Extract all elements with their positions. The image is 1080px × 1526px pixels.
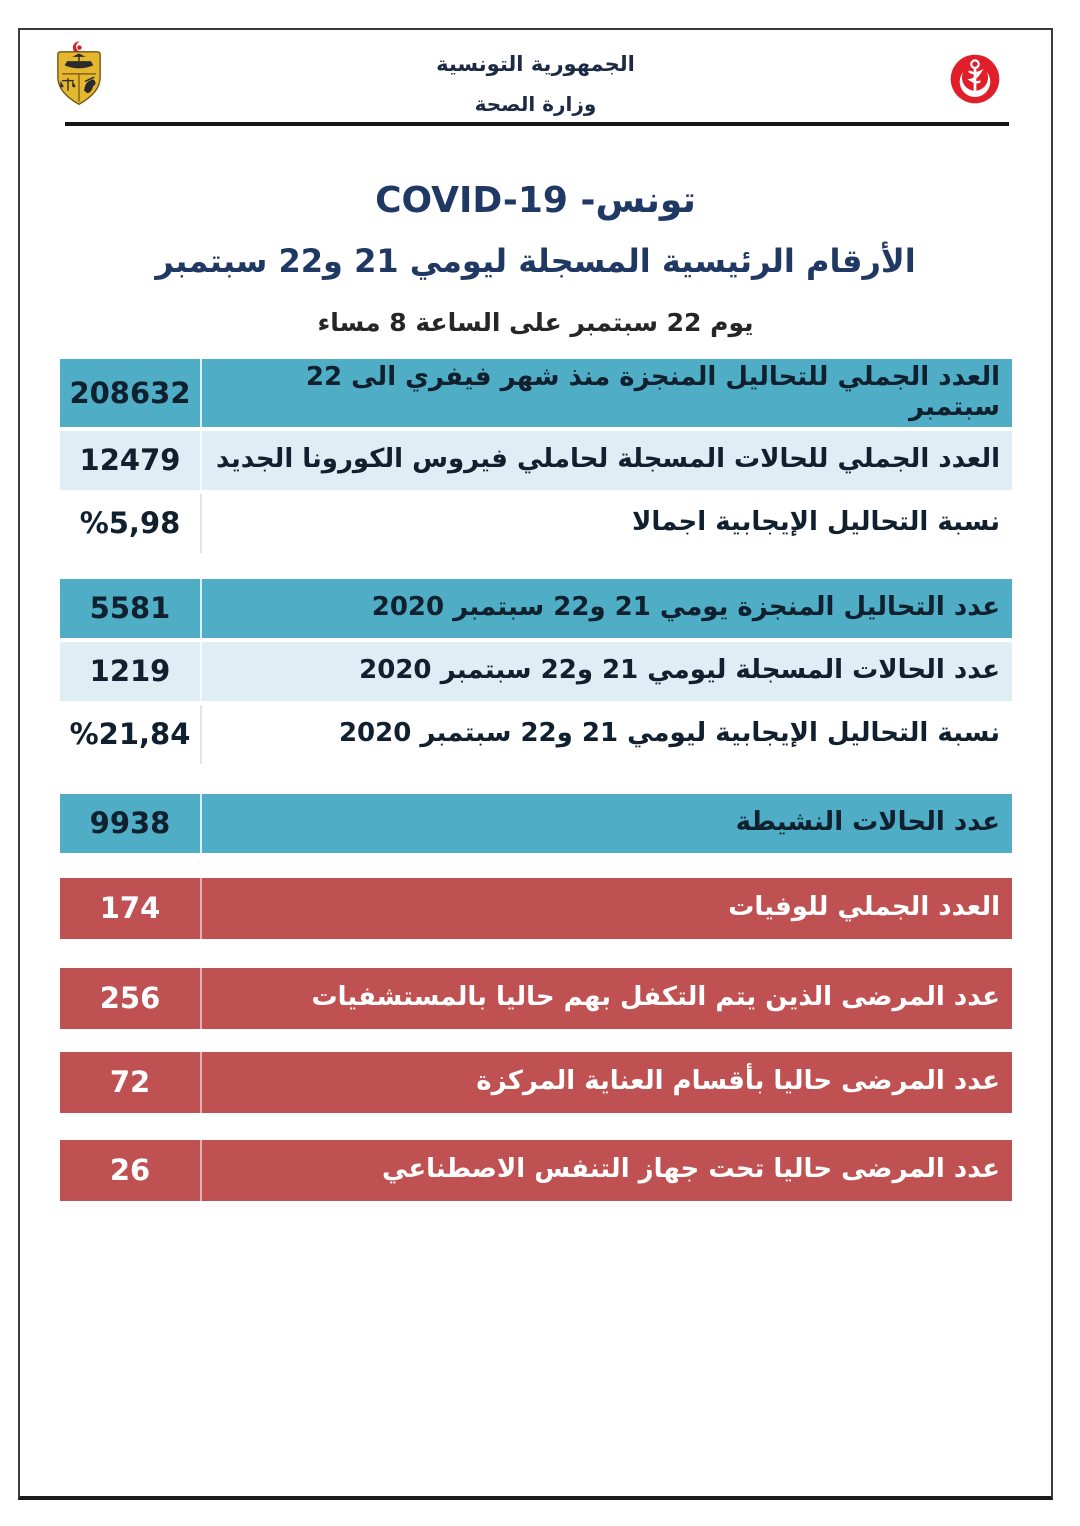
stat-value: 1219 (60, 642, 202, 701)
table-row-total-cases (60, 431, 1012, 490)
table-row-active-cases (60, 794, 1012, 853)
table-row-total-tests (60, 359, 1012, 427)
stat-label: عدد المرضى حاليا بأقسام العناية المركزة (476, 1066, 1000, 1097)
page-border-frame (18, 28, 1053, 1500)
stat-value: 5581 (60, 579, 202, 638)
stat-value: 26 (60, 1140, 202, 1201)
stat-label: العدد الجملي للتحاليل المنجزة منذ شهر فيفري الى 22 سبتمبر (305, 362, 1000, 422)
stat-value: 9938 (60, 794, 202, 853)
stat-label: عدد المرضى حاليا تحت جهاز التنفس الاصطناعي (382, 1154, 1000, 1185)
table-row-hospitalized (60, 968, 1012, 1029)
table-row-ventilator (60, 1140, 1012, 1201)
stat-label: عدد التحاليل المنجزة يومي 21 و22 سبتمبر 2020 (371, 592, 1000, 623)
table-row-total-deaths (60, 878, 1012, 939)
ministry-title: وزارة الصحة (474, 92, 597, 116)
stat-label: العدد الجملي للوفيات (728, 892, 1000, 923)
stats-table (60, 359, 1012, 1201)
header-text (20, 52, 1051, 116)
republic-title: الجمهورية التونسية (436, 52, 635, 76)
stat-label: عدد الحالات المسجلة ليومي 21 و22 سبتمبر 2020 (359, 655, 1000, 686)
report-date: يوم 22 سبتمبر على الساعة 8 مساء (317, 308, 754, 337)
ministry-of-health-logo-icon (948, 52, 1002, 106)
page-subtitle: الأرقام الرئيسية المسجلة ليومي 21 و22 سبتمبر (155, 242, 916, 280)
table-row-icu (60, 1052, 1012, 1113)
stat-label: عدد الحالات النشيطة (735, 807, 1000, 838)
header-divider-line (65, 122, 1009, 126)
stat-value: %21,84 (60, 705, 202, 764)
stat-value: %5,98 (60, 494, 202, 553)
stat-value: 256 (60, 968, 202, 1029)
stat-label: العدد الجملي للحالات المسجلة لحاملي فيروس الكورونا الجديد (216, 444, 1000, 475)
table-row-overall-positivity (60, 494, 1012, 553)
stat-value: 174 (60, 878, 202, 939)
page-title: تونس- COVID-19 (375, 180, 696, 221)
stat-label: عدد المرضى الذين يتم التكفل بهم حاليا بالمستشفيات (311, 982, 1000, 1013)
table-row-tests-21-22 (60, 579, 1012, 638)
table-row-positivity-21-22 (60, 705, 1012, 764)
stat-value: 208632 (60, 359, 202, 427)
stat-value: 12479 (60, 431, 202, 490)
table-row-cases-21-22 (60, 642, 1012, 701)
stat-value: 72 (60, 1052, 202, 1113)
stat-label: نسبة التحاليل الإيجابية اجمالا (631, 507, 1000, 538)
stat-label: نسبة التحاليل الإيجابية ليومي 21 و22 سبتمبر 2020 (338, 718, 1000, 749)
